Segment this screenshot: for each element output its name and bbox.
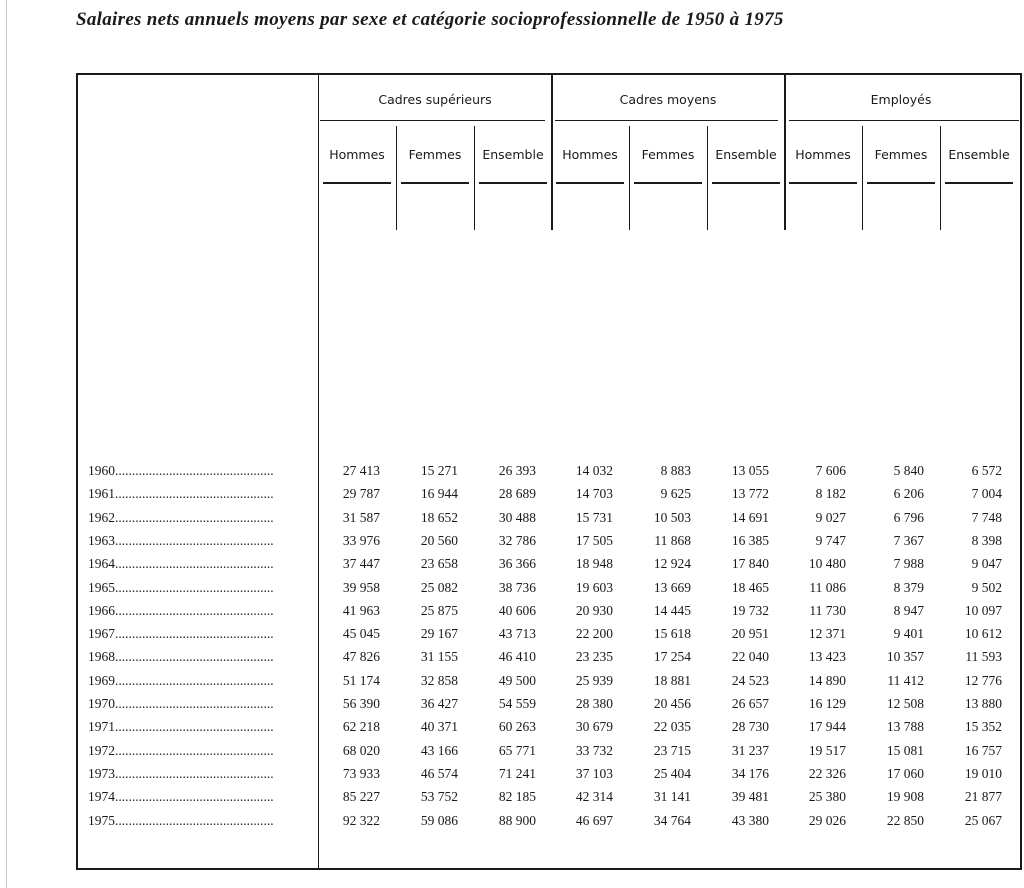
row-year-label: 1972............................................... [88,742,274,758]
table-cell: 18 948 [575,556,613,572]
row-year-label: 1969............................................... [88,672,274,688]
sub-column-rule [707,126,708,230]
column-header-femmes: Femmes [408,147,462,162]
table-cell: 82 185 [498,789,536,805]
table-cell: 25 404 [653,765,691,781]
table-cell: 7 748 [971,509,1002,525]
table-cell: 42 314 [575,789,613,805]
table-cell: 7 988 [893,556,924,572]
table-cell: 9 625 [660,486,691,502]
table-cell: 9 047 [971,556,1002,572]
table-cell: 51 174 [342,672,380,688]
row-year-label: 1963............................................... [88,532,274,548]
table-cell: 30 488 [498,509,536,525]
table-cell: 16 944 [420,486,458,502]
table-cell: 7 606 [815,463,846,478]
table-cell: 27 413 [342,463,380,478]
table-cell: 13 788 [886,719,924,735]
table-cell: 5 840 [893,463,924,478]
table-cell: 73 933 [342,765,380,781]
table-cell: 8 182 [815,486,846,502]
table-cell: 22 326 [808,765,846,781]
table-cell: 43 380 [731,812,769,828]
table-cell: 25 380 [808,789,846,805]
table-cell: 25 875 [420,602,458,618]
table-cell: 65 771 [498,742,536,758]
table-cell: 17 840 [731,556,769,572]
table-cell: 18 881 [653,672,691,688]
table-cell: 40 606 [498,602,536,618]
table-cell: 43 713 [498,626,536,642]
table-cell: 16 757 [964,742,1002,758]
table-cell: 47 826 [342,649,380,665]
table-cell: 30 679 [575,719,613,735]
row-year-label: 1965............................................... [88,579,274,595]
table-cell: 34 764 [653,812,691,828]
table-cell: 40 371 [420,719,458,735]
table-cell: 9 747 [815,532,846,548]
table-cell: 39 481 [731,789,769,805]
table-cell: 33 732 [575,742,613,758]
group-underline [555,120,778,121]
table-cell: 9 502 [971,579,1002,595]
table-cell: 28 730 [731,719,769,735]
table-cell: 12 508 [886,696,924,711]
column-header-ensemble: Ensemble [482,147,544,162]
table-cell: 22 035 [653,719,691,735]
table-cell: 62 218 [342,719,380,735]
table-cell: 36 427 [420,696,458,711]
table-cell: 46 574 [420,765,458,781]
row-year-label: 1967............................................... [88,626,274,642]
table-cell: 49 500 [498,672,536,688]
table-cell: 13 423 [808,649,846,665]
column-underline [323,182,391,184]
table-cell: 17 254 [653,649,691,665]
table-cell: 13 055 [731,463,769,478]
table-cell: 23 658 [420,556,458,572]
column-underline [634,182,702,184]
table-cell: 12 776 [964,672,1002,688]
column-underline [556,182,624,184]
table-cell: 45 045 [342,626,380,642]
row-year-label: 1971............................................... [88,719,274,735]
table-cell: 31 155 [420,649,458,665]
table-cell: 13 772 [731,486,769,502]
table-cell: 14 032 [575,463,613,478]
table-cell: 15 271 [420,463,458,478]
table-cell: 20 560 [420,532,458,548]
table-cell: 43 166 [420,742,458,758]
table-cell: 9 401 [893,626,924,642]
table-cell: 14 890 [808,672,846,688]
table-cell: 29 026 [808,812,846,828]
table-cell: 32 858 [420,672,458,688]
sub-column-rule [940,126,941,230]
column-header-hommes: Hommes [795,147,851,162]
table-cell: 8 883 [660,463,691,478]
row-year-label: 1961............................................... [88,486,274,502]
table-cell: 17 060 [886,765,924,781]
table-cell: 18 652 [420,509,458,525]
table-cell: 11 086 [809,579,846,595]
column-underline [867,182,935,184]
table-cell: 13 669 [653,579,691,595]
table-cell: 31 237 [731,742,769,758]
table-cell: 29 787 [342,486,380,502]
table-cell: 85 227 [342,789,380,805]
table-cell: 10 480 [808,556,846,572]
table-cell: 34 176 [731,765,769,781]
table-cell: 33 976 [342,532,380,548]
group-header-cadres-moyens: Cadres moyens [619,92,717,107]
table-cell: 7 004 [971,486,1002,502]
row-year-label: 1968............................................... [88,649,274,665]
table-cell: 11 868 [654,532,691,548]
table-cell: 92 322 [342,812,380,828]
table-cell: 19 010 [964,765,1002,781]
table-cell: 25 067 [964,812,1002,828]
table-cell: 14 703 [575,486,613,502]
table-cell: 12 924 [653,556,691,572]
table-cell: 26 393 [498,463,536,478]
group-header-employes: Employés [870,92,932,107]
table-cell: 68 020 [342,742,380,758]
table-cell: 22 200 [575,626,613,642]
table-cell: 28 689 [498,486,536,502]
column-header-femmes: Femmes [641,147,695,162]
table-cell: 60 263 [498,719,536,735]
table-cell: 41 963 [342,602,380,618]
table-cell: 39 958 [342,579,380,595]
row-year-label: 1960............................................... [88,463,274,478]
group-header-cadres-superieurs: Cadres supérieurs [378,92,492,107]
table-cell: 28 380 [575,696,613,711]
row-year-label: 1974............................................... [88,789,274,805]
table-cell: 22 040 [731,649,769,665]
sub-column-rule [474,126,475,230]
table-cell: 46 410 [498,649,536,665]
column-underline [479,182,547,184]
table-cell: 13 880 [964,696,1002,711]
table-cell: 22 850 [886,812,924,828]
table-cell: 15 731 [575,509,613,525]
table-cell: 6 572 [971,463,1002,478]
table-cell: 15 618 [653,626,691,642]
sub-column-rule [396,126,397,230]
table-cell: 15 081 [886,742,924,758]
table-cell: 31 587 [342,509,380,525]
table-cell: 25 939 [575,672,613,688]
table-cell: 37 447 [342,556,380,572]
table-cell: 8 398 [971,532,1002,548]
table-cell: 19 908 [886,789,924,805]
table-cell: 38 736 [498,579,536,595]
table-cell: 53 752 [420,789,458,805]
table-cell: 14 691 [731,509,769,525]
column-underline [401,182,469,184]
row-year-label: 1966............................................... [88,602,274,618]
table-cell: 8 379 [893,579,924,595]
row-year-label: 1970............................................... [88,696,274,711]
column-header-hommes: Hommes [329,147,385,162]
row-year-label: 1962............................................... [88,509,274,525]
table-cell: 20 951 [731,626,769,642]
table-cell: 10 612 [964,626,1002,642]
table-cell: 20 930 [575,602,613,618]
table-cell: 8 947 [893,602,924,618]
table-cell: 19 732 [731,602,769,618]
table-cell: 16 385 [731,532,769,548]
table-cell: 32 786 [498,532,536,548]
page-title: Salaires nets annuels moyens par sexe et catégorie socioprofessionnelle de 1950 à 1975 [76,9,784,30]
table-cell: 24 523 [731,672,769,688]
table-cell: 54 559 [498,696,536,711]
table-cell: 10 097 [964,602,1002,618]
table-cell: 14 445 [653,602,691,618]
table-cell: 11 412 [887,672,924,688]
table-cell: 26 657 [731,696,769,711]
table-cell: 21 877 [964,789,1002,805]
table-cell: 56 390 [342,696,380,711]
column-underline [712,182,780,184]
table-cell: 36 366 [498,556,536,572]
column-header-ensemble: Ensemble [715,147,777,162]
table-cell: 20 456 [653,696,691,711]
table-cell: 25 082 [420,579,458,595]
table-cell: 7 367 [893,532,924,548]
column-header-hommes: Hommes [562,147,618,162]
column-header-femmes: Femmes [874,147,928,162]
table-cell: 88 900 [498,812,536,828]
page-edge-rule [6,0,7,888]
column-header-ensemble: Ensemble [948,147,1010,162]
group-underline [789,120,1019,121]
table-cell: 71 241 [498,765,536,781]
table-cell: 37 103 [575,765,613,781]
table-cell: 17 505 [575,532,613,548]
table-cell: 10 503 [653,509,691,525]
table-cell: 6 206 [893,486,924,502]
row-year-label: 1973............................................... [88,765,274,781]
column-underline [945,182,1013,184]
table-cell: 10 357 [886,649,924,665]
table-cell: 19 603 [575,579,613,595]
table-cell: 12 371 [808,626,846,642]
table-cell: 9 027 [815,509,846,525]
table-cell: 16 129 [808,696,846,711]
table-cell: 19 517 [808,742,846,758]
row-year-label: 1975............................................... [88,812,274,828]
table-cell: 31 141 [653,789,691,805]
sub-column-rule [629,126,630,230]
row-year-label: 1964............................................... [88,556,274,572]
group-underline [320,120,545,121]
sub-column-rule [862,126,863,230]
table-cell: 18 465 [731,579,769,595]
table-cell: 15 352 [964,719,1002,735]
table-cell: 23 715 [653,742,691,758]
table-cell: 11 593 [965,649,1002,665]
table-cell: 23 235 [575,649,613,665]
table-cell: 29 167 [420,626,458,642]
column-underline [789,182,857,184]
table-cell: 46 697 [575,812,613,828]
table-cell: 17 944 [808,719,846,735]
table-cell: 59 086 [420,812,458,828]
table-cell: 6 796 [893,509,924,525]
table-cell: 11 730 [809,602,846,618]
